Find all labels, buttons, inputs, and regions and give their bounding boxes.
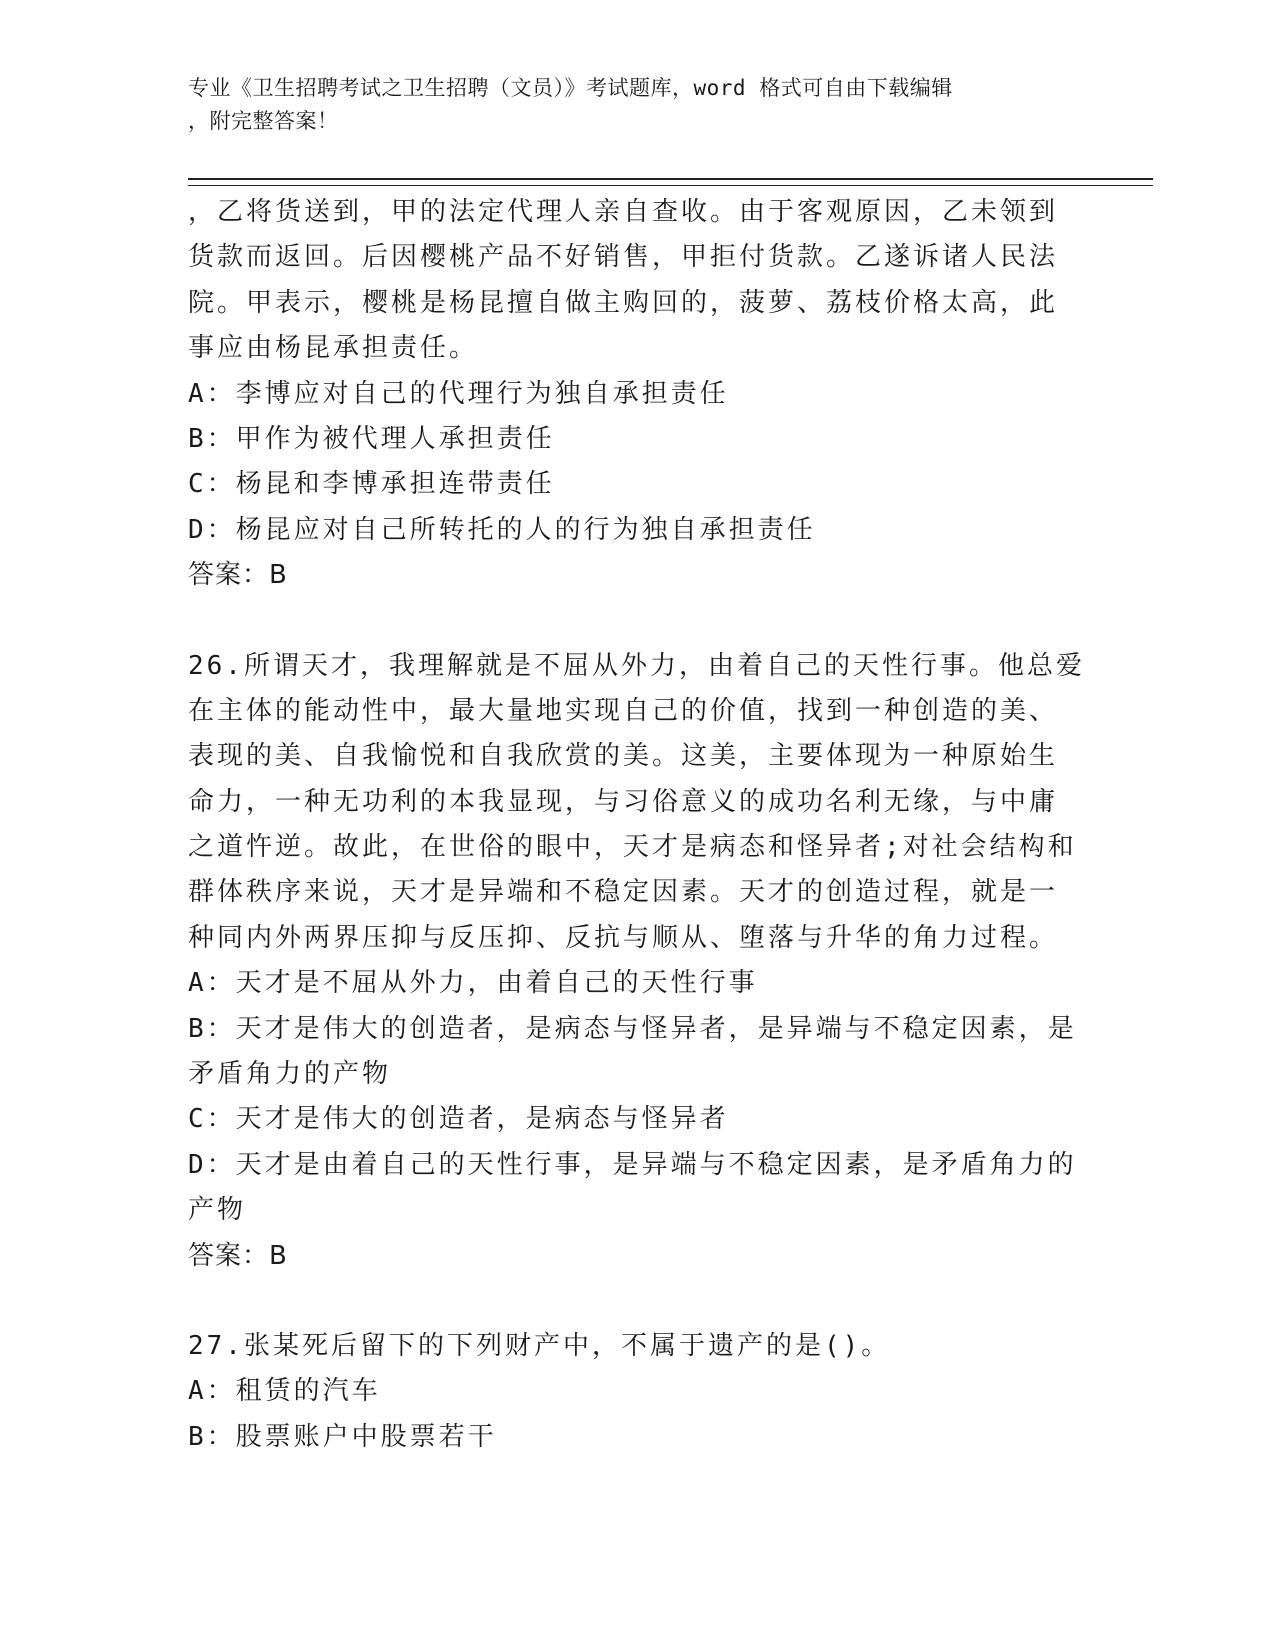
page-header (188, 72, 1068, 138)
question-stem-line: 表现的美、自我愉悦和自我欣赏的美。这美，主要体现为一种原始生 (188, 741, 1059, 772)
option-a: A：租赁的汽车 (188, 1376, 381, 1407)
question-25 (188, 190, 1088, 599)
option-d-continued: 产物 (188, 1195, 247, 1226)
document-body (188, 190, 1088, 1460)
option-b: B：甲作为被代理人承担责任 (188, 423, 555, 454)
question-26 (188, 644, 1088, 1279)
option-a: A：李博应对自己的代理行为独自承担责任 (188, 378, 729, 409)
question-stem-line: 27.张某死后留下的下列财产中，不属于遗产的是()。 (188, 1330, 891, 1361)
option-b-continued: 矛盾角力的产物 (188, 1059, 392, 1090)
question-spacer (188, 1279, 1088, 1324)
option-c: C：杨昆和李博承担连带责任 (188, 469, 555, 500)
answer: 答案：B (188, 1240, 288, 1271)
option-d: D：杨昆应对自己所转托的人的行为独自承担责任 (188, 514, 816, 545)
question-stem-line: 命力，一种无功利的本我显现，与习俗意义的成功名利无缘，与中庸 (188, 786, 1059, 817)
question-stem-line: 种同内外两界压抑与反压抑、反抗与顺从、堕落与升华的角力过程。 (188, 922, 1059, 953)
question-stem-line: 院。甲表示，樱桃是杨昆擅自做主购回的，菠萝、荔枝价格太高，此 (188, 287, 1059, 318)
option-a: A：天才是不屈从外力，由着自己的天性行事 (188, 968, 758, 999)
question-stem-line: 事应由杨昆承担责任。 (188, 333, 479, 364)
option-c: C：天才是伟大的创造者，是病态与怪异者 (188, 1104, 729, 1135)
question-stem-line: 在主体的能动性中，最大量地实现自己的价值，找到一种创造的美、 (188, 695, 1059, 726)
header-title-line1: 专业《卫生招聘考试之卫生招聘（文员）》考试题库，word 格式可自由下载编辑 (188, 76, 953, 100)
question-stem-line: 群体秩序来说，天才是异端和不稳定因素。天才的创造过程，就是一 (188, 877, 1059, 908)
question-stem-line: 26.所谓天才，我理解就是不屈从外力，由着自己的天性行事。他总爱 (188, 650, 1085, 681)
answer: 答案：B (188, 560, 288, 591)
option-d: D：天才是由着自己的天性行事，是异端与不稳定因素，是矛盾角力的 (188, 1149, 1077, 1180)
option-b: B：天才是伟大的创造者，是病态与怪异者，是异端与不稳定因素，是 (188, 1013, 1077, 1044)
question-stem-line: 货款而返回。后因樱桃产品不好销售，甲拒付货款。乙遂诉诸人民法 (188, 242, 1059, 273)
question-stem-line: ，乙将货送到，甲的法定代理人亲自查收。由于客观原因，乙未领到 (188, 197, 1059, 227)
header-divider (188, 178, 1153, 186)
option-b: B：股票账户中股票若干 (188, 1421, 497, 1452)
question-27 (188, 1324, 1088, 1460)
question-spacer (188, 599, 1088, 644)
question-stem-line: 之道忤逆。故此，在世俗的眼中，天才是病态和怪异者;对社会结构和 (188, 832, 1077, 863)
header-title-line2: ，附完整答案！ (188, 109, 339, 133)
